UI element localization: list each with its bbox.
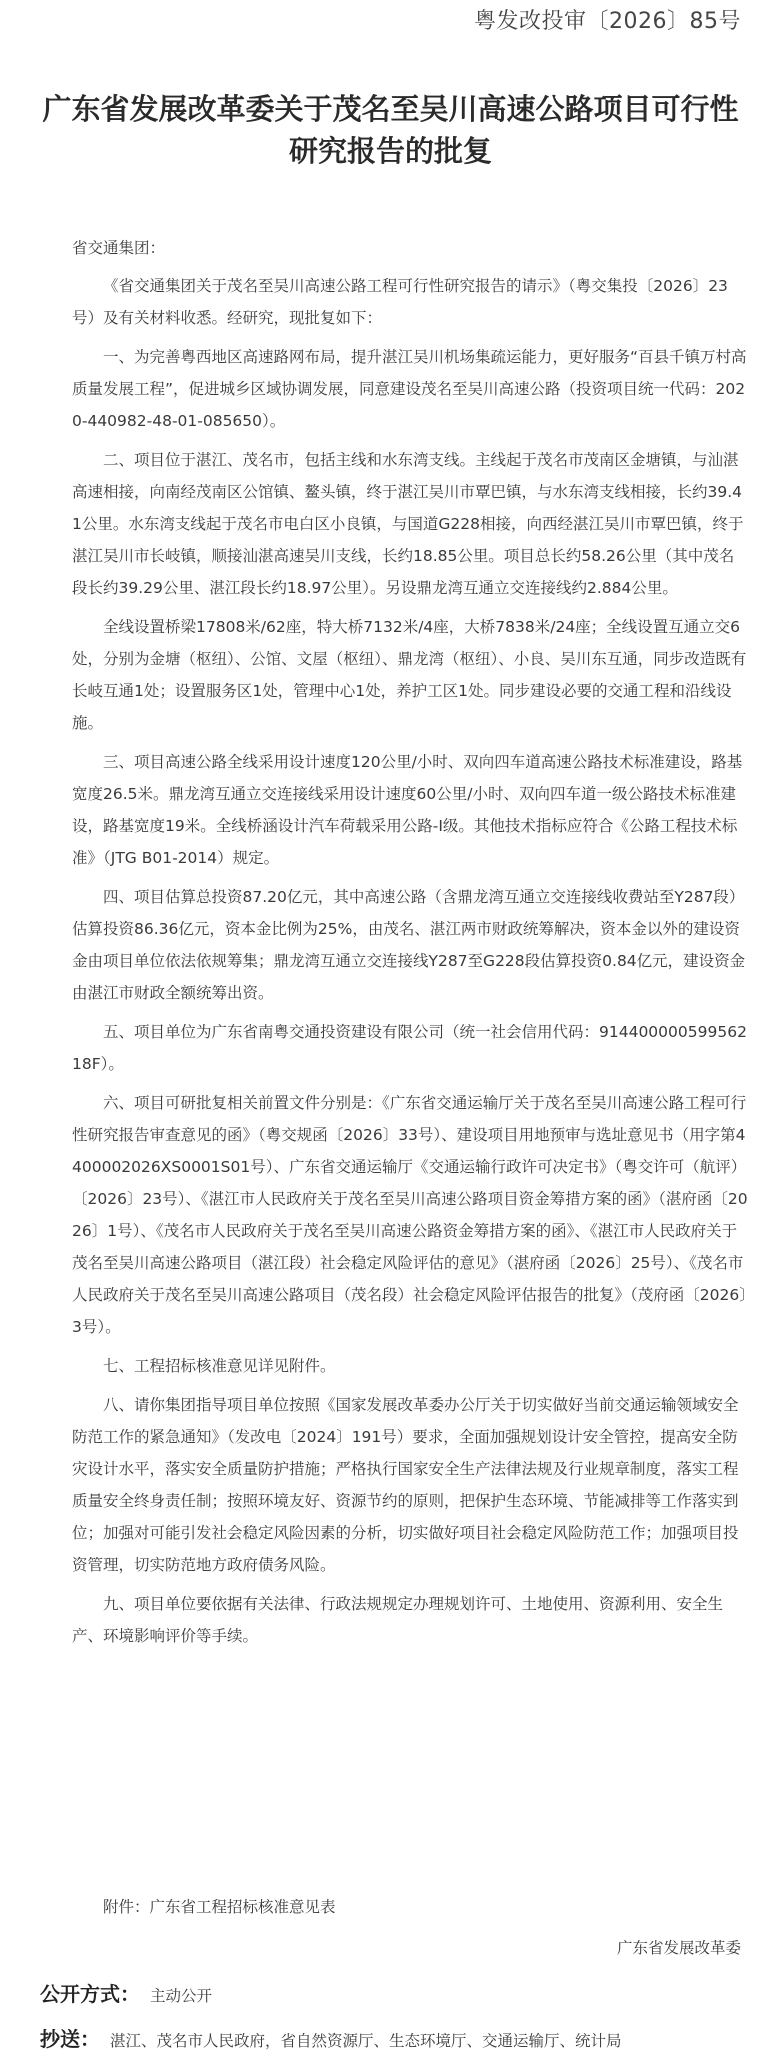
cc-value: 湛江、茂名市人民政府，省自然资源厅、生态环境厅、交通运输厅、统计局 <box>110 2032 622 2050</box>
paragraph-7: 七、工程招标核准意见详见附件。 <box>103 1357 336 1375</box>
paragraph-2: 二、项目位于湛江、茂名市，包括主线和水东湾支线。主线起于茂名市茂南区金塘镇，与汕湛高速相接，向南经茂南区公馆镇、鳌头镇，终于湛江吴川市覃巴镇，与水东湾支线相接，长约39.41公里。水东湾支线起于茂名市电白区小良镇，与国道G228相接，向西经湛江吴川市覃巴镇，终于湛江吴川市长岐镇，顺接汕湛高速吴川支线，长约18.85公里。项目总长约58.26公里（其中茂名段长约39.29公里、湛江段长约18.97公里）。另设鼎龙湾互通立交连接线约2.884公里。 <box>72 451 744 597</box>
attachment-note: 附件：广东省工程招标核准意见表 <box>103 1898 336 1916</box>
paragraph-3: 三、项目高速公路全线采用设计速度120公里/小时、双向四车道高速公路技术标准建设，路基宽度26.5米。鼎龙湾互通立交连接线采用设计速度60公里/小时、双向四车道一级公路技术标准建设，路基宽度19米。全线桥涵设计汽车荷载采用公路-I级。其他技术指标应符合《公路工程技术标准》（JTG B01-2014）规定。 <box>72 753 743 867</box>
cc-label: 抄送： <box>40 2027 100 2051</box>
cc-row <box>40 2023 622 2052</box>
paragraph-8: 八、请你集团指导项目单位按照《国家发展改革委办公厅关于切实做好当前交通运输领域安全防范工作的紧急通知》（发改电〔2024〕191号）要求，全面加强规划设计安全管控，提高安全防灾设计水平，落实安全质量防护措施；严格执行国家安全生产法律法规及行业规章制度，落实工程质量安全终身责任制；按照环境友好、资源节约的原则，把保护生态环境、节能减排等工作落实到位；加强对可能引发社会稳定风险因素的分析，切实做好项目社会稳定风险防范工作；加强项目投资管理，切实防范地方政府债务风险。 <box>72 1396 739 1574</box>
issuer-signature: 广东省发展改革委 <box>616 1939 741 1957</box>
paragraph-6: 六、项目可研批复相关前置文件分别是：《广东省交通运输厅关于茂名至吴川高速公路工程可行性研究报告审查意见的函》（粤交规函〔2026〕33号）、建设项目用地预审与选址意见书（用字第4400002026XS0001S01号）、广东省交通运输厅《交通运输行政许可决定书》（粤交许可（航评）〔2026〕23号）、《湛江市人民政府关于茂名至吴川高速公路项目资金筹措方案的函》（湛府函〔2026〕1号）、《茂名市人民政府关于茂名至吴川高速公路资金筹措方案的函》、《湛江市人民政府关于茂名至吴川高速公路项目（湛江段）社会稳定风险评估的意见》（湛府函〔2026〕25号）、《茂名市人民政府关于茂名至吴川高速公路项目（茂名段）社会稳定风险评估报告的批复》（茂府函〔2026〕3号）。 <box>72 1094 748 1336</box>
disclosure-row <box>40 1978 212 2007</box>
salutation: 省交通集团： <box>72 239 166 257</box>
page-title: 广东省发展改革委关于茂名至吴川高速公路项目可行性研究报告的批复 <box>42 92 739 168</box>
paragraph-2-bridges: 全线设置桥梁17808米/62座，特大桥7132米/4座，大桥7838米/24座；全线设置互通立交6处，分别为金塘（枢纽）、公馆、文屋（枢纽）、鼎龙湾（枢纽）、小良、吴川东互通，同步改造既有长岐互通1处；设置服务区1处，管理中心1处，养护工区1处。同步建设必要的交通工程和沿线设施。 <box>72 618 747 732</box>
paragraph-intro: 《省交通集团关于茂名至吴川高速公路工程可行性研究报告的请示》（粤交集投〔2026〕23号）及有关材料收悉。经研究，现批复如下： <box>72 277 728 327</box>
document-number: 粤发改投审〔2026〕85号 <box>474 9 741 34</box>
disclosure-label: 公开方式： <box>40 1982 140 2006</box>
document-body <box>72 232 748 1659</box>
paragraph-1: 一、为完善粤西地区高速路网布局，提升湛江吴川机场集疏运能力，更好服务“百县千镇万村高质量发展工程”，促进城乡区域协调发展，同意建设茂名至吴川高速公路（投资项目统一代码：2020-440982-48-01-085650）。 <box>72 348 747 430</box>
disclosure-value: 主动公开 <box>150 1987 213 2005</box>
paragraph-5: 五、项目单位为广东省南粤交通投资建设有限公司（统一社会信用代码：91440000059956218F）。 <box>72 1023 747 1073</box>
paragraph-9: 九、项目单位要依据有关法律、行政法规规定办理规划许可、土地使用、资源利用、安全生产、环境影响评价等手续。 <box>72 1595 724 1645</box>
paragraph-4: 四、项目估算总投资87.20亿元，其中高速公路（含鼎龙湾互通立交连接线收费站至Y287段）估算投资86.36亿元，资本金比例为25%，由茂名、湛江两市财政统筹解决，资本金以外的建设资金由项目单位依法依规筹集；鼎龙湾互通立交连接线Y287至G228段估算投资0.84亿元，建设资金由湛江市财政全额统筹出资。 <box>72 888 746 1002</box>
